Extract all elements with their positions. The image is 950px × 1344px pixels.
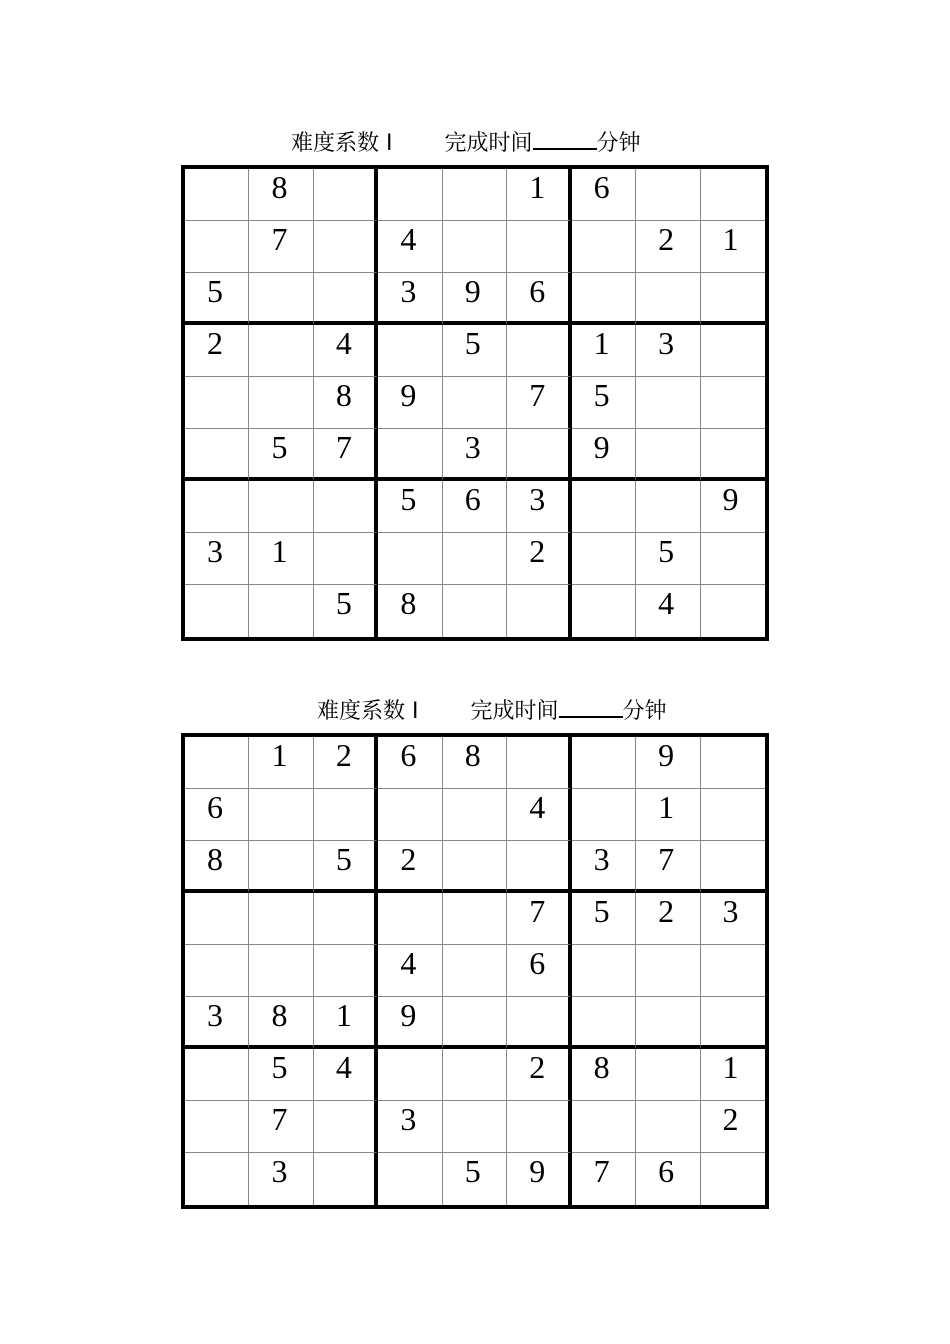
sudoku-cell[interactable] — [314, 221, 378, 273]
cell-digit: 2 — [529, 1049, 546, 1085]
sudoku-cell[interactable] — [572, 221, 636, 273]
sudoku-cell[interactable] — [185, 585, 249, 637]
sudoku-cell[interactable] — [443, 325, 507, 377]
sudoku-cell[interactable] — [314, 481, 378, 533]
sudoku-cell[interactable] — [572, 325, 636, 377]
sudoku-cell[interactable] — [249, 533, 313, 585]
sudoku-cell[interactable] — [636, 533, 700, 585]
sudoku-cell[interactable] — [572, 481, 636, 533]
puzzle-2-heading — [303, 666, 667, 727]
sudoku-cell[interactable] — [572, 893, 636, 945]
sudoku-cell[interactable] — [636, 945, 700, 997]
sudoku-cell[interactable] — [572, 1153, 636, 1205]
sudoku-cell[interactable] — [443, 1101, 507, 1153]
sudoku-cell[interactable] — [249, 789, 313, 841]
sudoku-cell[interactable] — [572, 377, 636, 429]
time-blank[interactable] — [559, 696, 623, 718]
sudoku-cell[interactable] — [636, 997, 700, 1049]
sudoku-cell[interactable] — [378, 273, 442, 325]
sudoku-cell[interactable] — [572, 273, 636, 325]
sudoku-cell[interactable] — [701, 221, 765, 273]
sudoku-cell[interactable] — [314, 1049, 378, 1101]
cell-digit: 1 — [658, 789, 675, 825]
sudoku-cell[interactable] — [185, 429, 249, 481]
sudoku-cell[interactable] — [701, 841, 765, 893]
sudoku-cell[interactable] — [507, 1101, 571, 1153]
sudoku-cell[interactable] — [636, 737, 700, 789]
sudoku-cell[interactable] — [378, 221, 442, 273]
cell-digit: 9 — [658, 737, 675, 773]
cell-digit: 6 — [464, 481, 481, 517]
sudoku-cell[interactable] — [378, 1049, 442, 1101]
sudoku-cell[interactable] — [636, 221, 700, 273]
cell-digit: 1 — [335, 997, 352, 1033]
sudoku-cell[interactable] — [507, 1049, 571, 1101]
sudoku-cell[interactable] — [249, 377, 313, 429]
sudoku-cell[interactable] — [507, 221, 571, 273]
sudoku-cell[interactable] — [249, 945, 313, 997]
sudoku-cell[interactable] — [378, 737, 442, 789]
sudoku-cell[interactable] — [636, 325, 700, 377]
sudoku-cell[interactable] — [443, 789, 507, 841]
sudoku-cell[interactable] — [701, 429, 765, 481]
cell-digit: 5 — [464, 1153, 481, 1189]
sudoku-cell[interactable] — [249, 893, 313, 945]
cell-digit: 7 — [529, 377, 546, 413]
cell-digit: 5 — [335, 585, 352, 621]
sudoku-cell[interactable] — [443, 997, 507, 1049]
cell-digit: 3 — [271, 1153, 288, 1189]
sudoku-cell[interactable] — [185, 221, 249, 273]
sudoku-cell[interactable] — [507, 1153, 571, 1205]
sudoku-cell[interactable] — [378, 997, 442, 1049]
sudoku-cell[interactable] — [701, 945, 765, 997]
cell-digit: 8 — [207, 841, 223, 877]
sudoku-cell[interactable] — [378, 169, 442, 221]
sudoku-cell[interactable] — [636, 1049, 700, 1101]
sudoku-cell[interactable] — [572, 533, 636, 585]
cell-digit: 2 — [529, 533, 546, 569]
sudoku-cell[interactable] — [701, 737, 765, 789]
sudoku-cell[interactable] — [636, 841, 700, 893]
sudoku-cell[interactable] — [378, 841, 442, 893]
cell-digit: 6 — [207, 789, 223, 825]
cell-digit: 6 — [529, 273, 546, 309]
sudoku-cell[interactable] — [443, 1049, 507, 1101]
sudoku-cell[interactable] — [314, 533, 378, 585]
sudoku-cell[interactable] — [185, 737, 249, 789]
sudoku-cell[interactable] — [185, 1101, 249, 1153]
sudoku-cell[interactable] — [701, 1049, 765, 1101]
cell-digit: 1 — [271, 533, 288, 569]
sudoku-cell[interactable] — [507, 945, 571, 997]
cell-digit: 2 — [658, 893, 675, 929]
sudoku-cell[interactable] — [507, 533, 571, 585]
sudoku-cell[interactable] — [572, 945, 636, 997]
sudoku-cell[interactable] — [185, 169, 249, 221]
sudoku-cell[interactable] — [507, 273, 571, 325]
difficulty-label: 难度系数 I — [291, 131, 393, 156]
sudoku-cell[interactable] — [636, 429, 700, 481]
cell-digit: 9 — [529, 1153, 546, 1189]
cell-digit: 9 — [400, 997, 417, 1033]
sudoku-cell[interactable] — [443, 945, 507, 997]
sudoku-cell[interactable] — [249, 273, 313, 325]
sudoku-cell[interactable] — [185, 841, 249, 893]
sudoku-cell[interactable] — [314, 169, 378, 221]
sudoku-cell[interactable] — [507, 789, 571, 841]
cell-digit: 5 — [593, 893, 610, 929]
cell-digit: 5 — [271, 429, 288, 465]
sudoku-cell[interactable] — [636, 377, 700, 429]
sudoku-cell[interactable] — [701, 585, 765, 637]
sudoku-cell[interactable] — [314, 429, 378, 481]
sudoku-grid-1 — [181, 165, 769, 641]
cell-digit: 7 — [593, 1153, 610, 1189]
sudoku-cell[interactable] — [185, 1153, 249, 1205]
sudoku-cell[interactable] — [378, 377, 442, 429]
cell-digit: 7 — [271, 221, 288, 257]
cell-digit: 3 — [400, 273, 417, 309]
cell-digit: 2 — [335, 737, 352, 773]
sudoku-cell[interactable] — [314, 945, 378, 997]
sudoku-cell[interactable] — [443, 481, 507, 533]
sudoku-cell[interactable] — [443, 893, 507, 945]
cell-digit: 6 — [400, 737, 417, 773]
minutes-label: 分钟 — [622, 699, 667, 724]
cell-digit: 5 — [464, 325, 481, 361]
sudoku-cell[interactable] — [314, 893, 378, 945]
sudoku-cell[interactable] — [185, 325, 249, 377]
sudoku-cell[interactable] — [507, 737, 571, 789]
minutes-label: 分钟 — [596, 131, 641, 156]
sudoku-cell[interactable] — [314, 273, 378, 325]
sudoku-cell[interactable] — [185, 377, 249, 429]
cell-digit: 1 — [722, 1049, 739, 1085]
sudoku-cell[interactable] — [636, 585, 700, 637]
sudoku-cell[interactable] — [507, 585, 571, 637]
cell-digit: 6 — [658, 1153, 675, 1189]
puzzle-1-heading — [277, 98, 641, 159]
sudoku-cell[interactable] — [507, 429, 571, 481]
cell-digit: 8 — [400, 585, 417, 621]
sudoku-cell[interactable] — [378, 893, 442, 945]
sudoku-cell[interactable] — [314, 1101, 378, 1153]
sudoku-cell[interactable] — [572, 169, 636, 221]
sudoku-cell[interactable] — [443, 169, 507, 221]
cell-digit: 5 — [593, 377, 610, 413]
sudoku-cell[interactable] — [249, 585, 313, 637]
cell-digit: 4 — [400, 221, 417, 257]
sudoku-cell[interactable] — [572, 1101, 636, 1153]
sudoku-cell[interactable] — [572, 429, 636, 481]
sudoku-cell[interactable] — [249, 841, 313, 893]
sudoku-cell[interactable] — [701, 377, 765, 429]
cell-digit: 3 — [529, 481, 546, 517]
cell-digit: 6 — [593, 169, 610, 205]
sudoku-cell[interactable] — [249, 1049, 313, 1101]
sudoku-cell[interactable] — [507, 481, 571, 533]
sudoku-cell[interactable] — [701, 273, 765, 325]
sudoku-cell[interactable] — [249, 1101, 313, 1153]
cell-digit: 8 — [464, 737, 481, 773]
sudoku-cell[interactable] — [378, 533, 442, 585]
sudoku-cell[interactable] — [185, 945, 249, 997]
cell-digit: 3 — [464, 429, 481, 465]
sudoku-cell[interactable] — [701, 325, 765, 377]
cell-digit: 7 — [271, 1101, 288, 1137]
sudoku-cell[interactable] — [185, 533, 249, 585]
sudoku-cell[interactable] — [636, 1101, 700, 1153]
sudoku-cell[interactable] — [314, 841, 378, 893]
cell-digit: 1 — [593, 325, 610, 361]
sudoku-cell[interactable] — [701, 789, 765, 841]
sudoku-cell[interactable] — [701, 169, 765, 221]
cell-digit: 2 — [722, 1101, 739, 1137]
cell-digit: 8 — [593, 1049, 610, 1085]
sudoku-cell[interactable] — [572, 1049, 636, 1101]
sudoku-cell[interactable] — [314, 377, 378, 429]
difficulty-label: 难度系数 I — [317, 699, 419, 724]
sudoku-cell[interactable] — [636, 481, 700, 533]
sudoku-cell[interactable] — [443, 841, 507, 893]
sudoku-cell[interactable] — [701, 1153, 765, 1205]
cell-digit: 7 — [335, 429, 352, 465]
cell-digit: 2 — [658, 221, 675, 257]
sudoku-cell[interactable] — [314, 1153, 378, 1205]
cell-digit: 4 — [658, 585, 675, 621]
sudoku-cell[interactable] — [636, 789, 700, 841]
sudoku-cell[interactable] — [249, 325, 313, 377]
cell-digit: 2 — [207, 325, 223, 361]
sudoku-cell[interactable] — [572, 737, 636, 789]
sudoku-cell[interactable] — [378, 945, 442, 997]
sudoku-cell[interactable] — [185, 893, 249, 945]
sudoku-cell[interactable] — [378, 1153, 442, 1205]
sudoku-cell[interactable] — [443, 273, 507, 325]
sudoku-cell[interactable] — [378, 789, 442, 841]
sudoku-grid-2 — [181, 733, 769, 1209]
sudoku-cell[interactable] — [701, 1101, 765, 1153]
sudoku-cell[interactable] — [443, 533, 507, 585]
cell-digit: 9 — [593, 429, 610, 465]
sudoku-cell[interactable] — [378, 325, 442, 377]
sudoku-cell[interactable] — [443, 377, 507, 429]
cell-digit: 3 — [658, 325, 675, 361]
cell-digit: 9 — [400, 377, 417, 413]
cell-digit: 1 — [529, 169, 546, 205]
sudoku-cell[interactable] — [378, 1101, 442, 1153]
cell-digit: 4 — [529, 789, 546, 825]
cell-digit: 9 — [722, 481, 739, 517]
sudoku-cell[interactable] — [507, 997, 571, 1049]
sudoku-cell[interactable] — [185, 789, 249, 841]
sudoku-cell[interactable] — [378, 481, 442, 533]
time-label: 完成时间 — [470, 699, 559, 724]
sudoku-cell[interactable] — [507, 325, 571, 377]
sudoku-cell[interactable] — [443, 221, 507, 273]
sudoku-cell[interactable] — [636, 893, 700, 945]
sudoku-cell[interactable] — [701, 481, 765, 533]
sudoku-cell[interactable] — [507, 841, 571, 893]
sudoku-cell[interactable] — [249, 429, 313, 481]
sudoku-cell[interactable] — [249, 481, 313, 533]
sudoku-cell[interactable] — [572, 585, 636, 637]
cell-digit: 6 — [529, 945, 546, 981]
sudoku-cell[interactable] — [314, 997, 378, 1049]
sudoku-cell[interactable] — [314, 737, 378, 789]
sudoku-cell[interactable] — [378, 429, 442, 481]
cell-digit: 3 — [722, 893, 739, 929]
sudoku-cell[interactable] — [249, 221, 313, 273]
cell-digit: 7 — [658, 841, 675, 877]
cell-digit: 1 — [271, 737, 288, 773]
cell-digit: 3 — [207, 997, 223, 1033]
sudoku-cell[interactable] — [185, 1049, 249, 1101]
sudoku-cell[interactable] — [378, 585, 442, 637]
cell-digit: 5 — [271, 1049, 288, 1085]
sudoku-cell[interactable] — [507, 169, 571, 221]
sudoku-cell[interactable] — [249, 169, 313, 221]
sudoku-cell[interactable] — [249, 1153, 313, 1205]
sudoku-cell[interactable] — [572, 841, 636, 893]
cell-digit: 9 — [464, 273, 481, 309]
sudoku-cell[interactable] — [314, 789, 378, 841]
sudoku-cell[interactable] — [572, 997, 636, 1049]
cell-digit: 3 — [207, 533, 223, 569]
cell-digit: 5 — [207, 273, 223, 309]
cell-digit: 3 — [400, 1101, 417, 1137]
sudoku-cell[interactable] — [249, 997, 313, 1049]
cell-digit: 1 — [722, 221, 739, 257]
sudoku-cell[interactable] — [443, 737, 507, 789]
sudoku-cell[interactable] — [636, 273, 700, 325]
cell-digit: 2 — [400, 841, 417, 877]
time-label: 完成时间 — [444, 131, 533, 156]
cell-digit: 8 — [271, 169, 288, 205]
sudoku-cell[interactable] — [314, 325, 378, 377]
sudoku-cell[interactable] — [701, 997, 765, 1049]
sudoku-cell[interactable] — [314, 585, 378, 637]
sudoku-cell[interactable] — [185, 997, 249, 1049]
time-blank[interactable] — [533, 128, 597, 150]
sudoku-cell[interactable] — [443, 429, 507, 481]
sudoku-cell[interactable] — [701, 893, 765, 945]
cell-digit: 7 — [529, 893, 546, 929]
sudoku-cell[interactable] — [636, 1153, 700, 1205]
cell-digit: 8 — [271, 997, 288, 1033]
sudoku-cell[interactable] — [443, 1153, 507, 1205]
sudoku-cell[interactable] — [636, 169, 700, 221]
cell-digit: 5 — [658, 533, 675, 569]
sudoku-cell[interactable] — [572, 789, 636, 841]
cell-digit: 4 — [400, 945, 417, 981]
sudoku-cell[interactable] — [701, 533, 765, 585]
sudoku-cell[interactable] — [507, 893, 571, 945]
sudoku-cell[interactable] — [443, 585, 507, 637]
sudoku-cell[interactable] — [185, 273, 249, 325]
cell-digit: 3 — [593, 841, 610, 877]
cell-digit: 8 — [335, 377, 352, 413]
sudoku-cell[interactable] — [507, 377, 571, 429]
cell-digit: 4 — [335, 1049, 352, 1085]
sudoku-cell[interactable] — [185, 481, 249, 533]
cell-digit: 5 — [400, 481, 417, 517]
cell-digit: 4 — [335, 325, 352, 361]
sudoku-cell[interactable] — [249, 737, 313, 789]
cell-digit: 5 — [335, 841, 352, 877]
